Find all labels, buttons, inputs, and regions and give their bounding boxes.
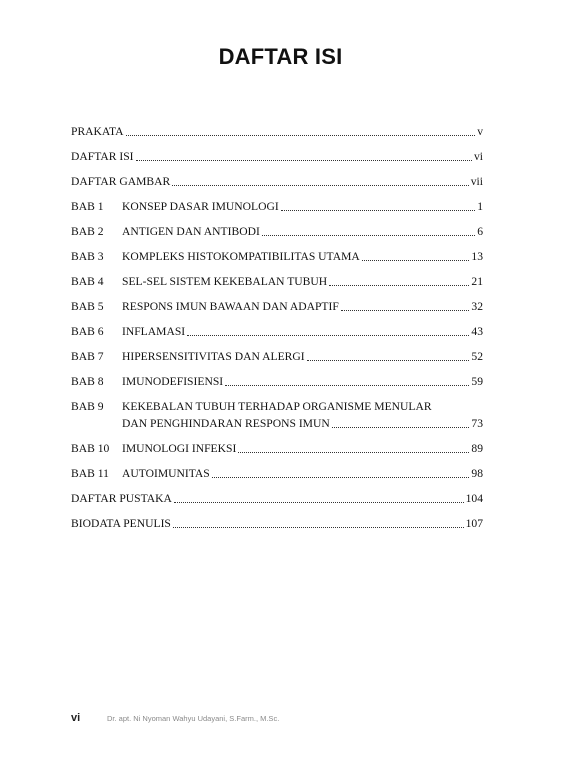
toc-entry-bab-7[interactable] bbox=[71, 348, 483, 365]
dot-leader bbox=[341, 309, 470, 311]
dot-leader bbox=[212, 476, 470, 478]
toc-entry-title: SEL-SEL SISTEM KEKEBALAN TUBUH bbox=[122, 275, 328, 288]
dot-leader bbox=[281, 209, 475, 211]
dot-leader bbox=[362, 259, 470, 261]
toc-entry-page: 73 bbox=[471, 417, 483, 430]
dot-leader bbox=[174, 501, 464, 503]
dot-leader bbox=[307, 359, 470, 361]
toc-entry-title: IMUNODEFISIENSI bbox=[122, 375, 224, 388]
dot-leader bbox=[126, 134, 476, 136]
toc-entry-title: DAFTAR PUSTAKA bbox=[71, 492, 172, 505]
toc-entry-bab-2[interactable] bbox=[71, 223, 483, 240]
toc-entry-chapter: BAB 6 bbox=[71, 325, 104, 338]
toc-entry-chapter: BAB 11 bbox=[71, 467, 109, 480]
page-footer bbox=[71, 712, 279, 724]
toc-entry-bab-4[interactable] bbox=[71, 273, 483, 290]
toc-entry-chapter: BAB 10 bbox=[71, 442, 110, 455]
toc-entry-title: KEKEBALAN TUBUH TERHADAP ORGANISME MENULAR bbox=[122, 400, 432, 413]
toc-entry-title: AUTOIMUNITAS bbox=[122, 467, 210, 480]
footer-author: Dr. apt. Ni Nyoman Wahyu Udayani, S.Farm., M.Sc. bbox=[107, 714, 280, 723]
toc-entry-bab-10[interactable] bbox=[71, 440, 483, 457]
toc-entry-page: 89 bbox=[471, 442, 483, 455]
toc-entry-daftar-isi[interactable] bbox=[71, 148, 483, 165]
toc-entry-bab-11[interactable] bbox=[71, 465, 483, 482]
dot-leader bbox=[136, 159, 472, 161]
toc-entry-daftar-pustaka[interactable] bbox=[71, 490, 483, 507]
footer-page-number: vi bbox=[71, 712, 81, 724]
toc-entry-chapter: BAB 4 bbox=[71, 275, 104, 288]
toc-entry-page: 104 bbox=[465, 492, 483, 505]
dot-leader bbox=[329, 284, 469, 286]
toc-entry-bab-9[interactable] bbox=[71, 398, 483, 432]
toc-entry-title: RESPONS IMUN BAWAAN DAN ADAPTIF bbox=[122, 300, 339, 313]
toc-entry-title: IMUNOLOGI INFEKSI bbox=[122, 442, 237, 455]
toc-entry-page: 98 bbox=[471, 467, 483, 480]
toc-entry-title: HIPERSENSITIVITAS DAN ALERGI bbox=[122, 350, 305, 363]
toc-entry-page: 52 bbox=[471, 350, 483, 363]
toc-entry-page: v bbox=[477, 125, 483, 138]
toc-entry-page: 59 bbox=[471, 375, 483, 388]
toc-entry-bab-5[interactable] bbox=[71, 298, 483, 315]
toc-entry-bab-1[interactable] bbox=[71, 198, 483, 215]
toc-entry-chapter: BAB 3 bbox=[71, 250, 104, 263]
toc-entry-title: DAFTAR ISI bbox=[71, 150, 134, 163]
page-title: DAFTAR ISI bbox=[218, 44, 343, 69]
toc-entry-page: 6 bbox=[477, 225, 483, 238]
toc-entry-page: 13 bbox=[471, 250, 483, 263]
toc-entry-title: PRAKATA bbox=[71, 125, 124, 138]
toc-entry-chapter: BAB 7 bbox=[71, 350, 104, 363]
toc-entry-page: vii bbox=[470, 175, 483, 188]
toc-entry-bab-8[interactable] bbox=[71, 373, 483, 390]
toc-entry-chapter: BAB 9 bbox=[71, 400, 104, 413]
toc-entry-biodata-penulis[interactable] bbox=[71, 515, 483, 532]
toc-entry-title: INFLAMASI bbox=[122, 325, 186, 338]
toc-entry-page: 107 bbox=[465, 517, 483, 530]
toc-entry-page: 43 bbox=[471, 325, 483, 338]
toc-entry-page: 32 bbox=[471, 300, 483, 313]
toc-entry-title: DAFTAR GAMBAR bbox=[71, 175, 171, 188]
dot-leader bbox=[262, 234, 475, 236]
table-of-contents bbox=[71, 123, 483, 540]
toc-entry-chapter: BAB 2 bbox=[71, 225, 104, 238]
toc-entry-page: vi bbox=[473, 150, 483, 163]
toc-entry-page: 1 bbox=[477, 200, 483, 213]
toc-entry-title-line2: DAN PENGHINDARAN RESPONS IMUN bbox=[122, 417, 330, 430]
toc-entry-daftar-gambar[interactable] bbox=[71, 173, 483, 190]
toc-entry-page: 21 bbox=[471, 275, 483, 288]
toc-entry-title: KONSEP DASAR IMUNOLOGI bbox=[122, 200, 279, 213]
dot-leader bbox=[173, 526, 464, 528]
toc-entry-title: ANTIGEN DAN ANTIBODI bbox=[122, 225, 260, 238]
toc-entry-title: BIODATA PENULIS bbox=[71, 517, 171, 530]
toc-entry-title: KOMPLEKS HISTOKOMPATIBILITAS UTAMA bbox=[122, 250, 360, 263]
dot-leader bbox=[332, 426, 470, 428]
toc-entry-bab-3[interactable] bbox=[71, 248, 483, 265]
dot-leader bbox=[172, 184, 469, 186]
toc-entry-chapter: BAB 8 bbox=[71, 375, 104, 388]
toc-entry-prakata[interactable] bbox=[71, 123, 483, 140]
dot-leader bbox=[238, 451, 469, 453]
toc-entry-bab-6[interactable] bbox=[71, 323, 483, 340]
dot-leader bbox=[187, 334, 469, 336]
toc-entry-chapter: BAB 5 bbox=[71, 300, 104, 313]
toc-entry-chapter: BAB 1 bbox=[71, 200, 104, 213]
dot-leader bbox=[225, 384, 469, 386]
